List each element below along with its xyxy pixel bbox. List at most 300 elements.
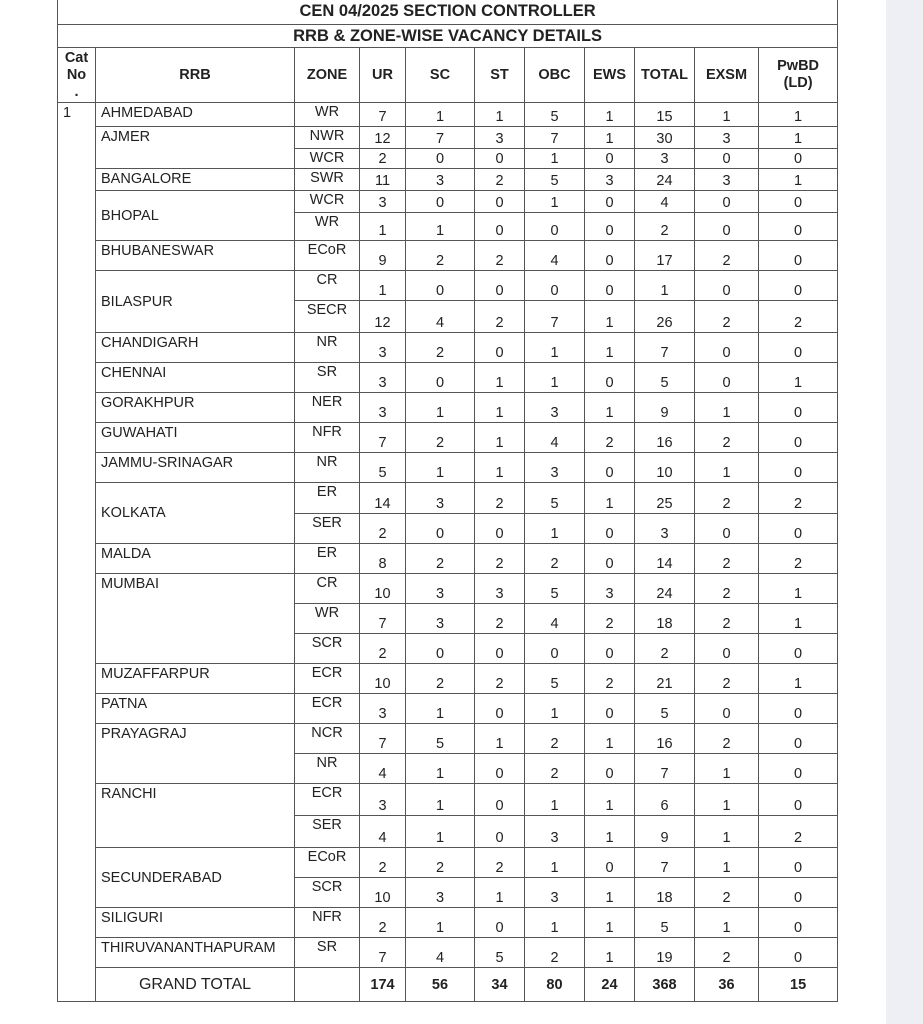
zone-cell: NFR	[295, 908, 360, 938]
total-cell: 4	[635, 191, 695, 213]
pwbd-cell: 1	[759, 363, 838, 393]
total-cell: 1	[635, 271, 695, 301]
pwbd-cell: 0	[759, 908, 838, 938]
obc-cell: 3	[525, 816, 585, 848]
st-cell: 3	[475, 574, 525, 604]
ur-cell: 7	[360, 724, 406, 754]
cat-cell-empty	[58, 968, 96, 1002]
table-row	[58, 127, 838, 149]
ews-cell: 1	[585, 908, 635, 938]
pwbd-cell: 2	[759, 301, 838, 333]
header-obc: OBC	[525, 48, 585, 103]
exsm-cell: 0	[695, 191, 759, 213]
st-cell: 0	[475, 784, 525, 816]
sc-cell: 1	[406, 754, 475, 784]
ur-cell: 14	[360, 483, 406, 514]
obc-cell: 5	[525, 169, 585, 191]
exsm-cell: 1	[695, 453, 759, 483]
zone-cell: ECR	[295, 694, 360, 724]
exsm-cell: 2	[695, 574, 759, 604]
total-cell: 17	[635, 241, 695, 271]
obc-cell: 3	[525, 393, 585, 423]
sc-cell: 2	[406, 664, 475, 694]
ur-cell: 11	[360, 169, 406, 191]
obc-cell: 2	[525, 754, 585, 784]
ur-cell: 7	[360, 938, 406, 968]
ews-cell: 0	[585, 453, 635, 483]
total-cell: 16	[635, 423, 695, 453]
st-cell: 0	[475, 634, 525, 664]
zone-cell: ECR	[295, 664, 360, 694]
exsm-cell: 1	[695, 393, 759, 423]
ews-cell: 1	[585, 816, 635, 848]
header-sc: SC	[406, 48, 475, 103]
st-cell: 0	[475, 694, 525, 724]
ur-cell: 12	[360, 127, 406, 149]
st-cell: 0	[475, 149, 525, 169]
zone-cell: SCR	[295, 634, 360, 664]
pwbd-cell: 1	[759, 574, 838, 604]
total-cell: 7	[635, 848, 695, 878]
total-cell: 9	[635, 393, 695, 423]
st-cell: 1	[475, 393, 525, 423]
total-cell: 19	[635, 938, 695, 968]
rrb-cell: THIRUVANANTHAPURAM	[96, 938, 295, 968]
st-cell: 1	[475, 453, 525, 483]
ews-cell: 1	[585, 938, 635, 968]
zone-cell: NCR	[295, 724, 360, 754]
st-cell: 2	[475, 483, 525, 514]
ur-cell: 10	[360, 878, 406, 908]
zone-cell: ER	[295, 483, 360, 514]
exsm-cell: 1	[695, 784, 759, 816]
obc-cell: 1	[525, 363, 585, 393]
obc-cell: 1	[525, 694, 585, 724]
st-cell: 1	[475, 878, 525, 908]
pwbd-cell: 0	[759, 848, 838, 878]
exsm-cell: 3	[695, 127, 759, 149]
total-cell: 10	[635, 453, 695, 483]
ews-cell: 1	[585, 393, 635, 423]
st-cell: 1	[475, 423, 525, 453]
sc-cell: 2	[406, 241, 475, 271]
total-cell: 5	[635, 908, 695, 938]
st-cell: 0	[475, 333, 525, 363]
pwbd-cell: 0	[759, 938, 838, 968]
ews-cell: 3	[585, 574, 635, 604]
sc-cell: 4	[406, 938, 475, 968]
zone-cell: ECR	[295, 784, 360, 816]
header-row	[58, 48, 838, 103]
table-row	[58, 103, 838, 127]
sc-cell: 1	[406, 694, 475, 724]
table-row	[58, 908, 838, 938]
total-cell: 24	[635, 169, 695, 191]
obc-cell: 1	[525, 514, 585, 544]
table-row	[58, 694, 838, 724]
rrb-cell: AHMEDABAD	[96, 103, 295, 127]
pwbd-cell: 2	[759, 544, 838, 574]
pwbd-cell: 2	[759, 483, 838, 514]
zone-cell: WCR	[295, 191, 360, 213]
zone-cell: NR	[295, 754, 360, 784]
zone-cell: ECoR	[295, 848, 360, 878]
st-cell: 2	[475, 241, 525, 271]
obc-cell: 1	[525, 333, 585, 363]
pwbd-cell: 0	[759, 754, 838, 784]
sc-cell: 3	[406, 169, 475, 191]
pwbd-cell: 0	[759, 213, 838, 241]
rrb-cell: CHANDIGARH	[96, 333, 295, 363]
ur-cell: 3	[360, 694, 406, 724]
table-row	[58, 271, 838, 301]
document-subtitle: RRB & ZONE-WISE VACANCY DETAILS	[58, 25, 838, 48]
grand-total-obc: 80	[525, 968, 585, 1002]
header-exsm: EXSM	[695, 48, 759, 103]
ur-cell: 10	[360, 574, 406, 604]
st-cell: 2	[475, 301, 525, 333]
table-row	[58, 784, 838, 816]
total-cell: 9	[635, 816, 695, 848]
zone-cell: ECoR	[295, 241, 360, 271]
exsm-cell: 0	[695, 634, 759, 664]
ur-cell: 2	[360, 908, 406, 938]
obc-cell: 2	[525, 544, 585, 574]
header-st: ST	[475, 48, 525, 103]
total-cell: 24	[635, 574, 695, 604]
total-cell: 18	[635, 878, 695, 908]
exsm-cell: 2	[695, 241, 759, 271]
ews-cell: 3	[585, 169, 635, 191]
table-row	[58, 423, 838, 453]
grand-total-exsm: 36	[695, 968, 759, 1002]
sc-cell: 1	[406, 908, 475, 938]
vacancy-table	[57, 0, 838, 1002]
zone-cell: SECR	[295, 301, 360, 333]
grand-total-sc: 56	[406, 968, 475, 1002]
ur-cell: 9	[360, 241, 406, 271]
ews-cell: 1	[585, 103, 635, 127]
st-cell: 1	[475, 103, 525, 127]
pwbd-cell: 0	[759, 784, 838, 816]
zone-cell: NER	[295, 393, 360, 423]
rrb-cell: MALDA	[96, 544, 295, 574]
zone-cell: SR	[295, 938, 360, 968]
zone-cell: WCR	[295, 149, 360, 169]
zone-cell: SWR	[295, 169, 360, 191]
ews-cell: 0	[585, 213, 635, 241]
side-panel	[886, 0, 923, 1024]
table-row	[58, 544, 838, 574]
table-row	[58, 664, 838, 694]
sc-cell: 1	[406, 453, 475, 483]
obc-cell: 1	[525, 191, 585, 213]
ur-cell: 4	[360, 816, 406, 848]
zone-cell: SR	[295, 363, 360, 393]
rrb-cell: MUMBAI	[96, 574, 295, 664]
header-ews: EWS	[585, 48, 635, 103]
total-cell: 2	[635, 213, 695, 241]
rrb-cell: RANCHI	[96, 784, 295, 848]
obc-cell: 7	[525, 301, 585, 333]
exsm-cell: 2	[695, 938, 759, 968]
st-cell: 2	[475, 544, 525, 574]
sc-cell: 1	[406, 784, 475, 816]
obc-cell: 5	[525, 483, 585, 514]
table-row	[58, 241, 838, 271]
total-cell: 7	[635, 754, 695, 784]
table-row	[58, 574, 838, 604]
pwbd-cell: 0	[759, 694, 838, 724]
grand-total-zone	[295, 968, 360, 1002]
st-cell: 5	[475, 938, 525, 968]
rrb-cell: SECUNDERABAD	[96, 848, 295, 908]
pwbd-cell: 0	[759, 724, 838, 754]
header-zone: ZONE	[295, 48, 360, 103]
exsm-cell: 2	[695, 664, 759, 694]
rrb-cell: GORAKHPUR	[96, 393, 295, 423]
ur-cell: 2	[360, 149, 406, 169]
obc-cell: 3	[525, 878, 585, 908]
rrb-cell: JAMMU-SRINAGAR	[96, 453, 295, 483]
header-rrb: RRB	[96, 48, 295, 103]
ews-cell: 0	[585, 694, 635, 724]
exsm-cell: 0	[695, 694, 759, 724]
sc-cell: 3	[406, 604, 475, 634]
ews-cell: 2	[585, 664, 635, 694]
ews-cell: 0	[585, 848, 635, 878]
exsm-cell: 2	[695, 544, 759, 574]
sc-cell: 3	[406, 574, 475, 604]
obc-cell: 1	[525, 149, 585, 169]
ews-cell: 0	[585, 754, 635, 784]
grand-total-label: GRAND TOTAL	[96, 968, 295, 1002]
exsm-cell: 2	[695, 423, 759, 453]
zone-cell: SER	[295, 816, 360, 848]
sc-cell: 5	[406, 724, 475, 754]
rrb-cell: GUWAHATI	[96, 423, 295, 453]
table-row	[58, 393, 838, 423]
sc-cell: 0	[406, 514, 475, 544]
st-cell: 1	[475, 363, 525, 393]
exsm-cell: 3	[695, 169, 759, 191]
ews-cell: 1	[585, 724, 635, 754]
sc-cell: 0	[406, 149, 475, 169]
ur-cell: 8	[360, 544, 406, 574]
header-total: TOTAL	[635, 48, 695, 103]
total-cell: 5	[635, 363, 695, 393]
rrb-cell: BHUBANESWAR	[96, 241, 295, 271]
exsm-cell: 2	[695, 301, 759, 333]
obc-cell: 5	[525, 664, 585, 694]
obc-cell: 4	[525, 604, 585, 634]
st-cell: 0	[475, 816, 525, 848]
ur-cell: 3	[360, 363, 406, 393]
st-cell: 1	[475, 724, 525, 754]
sc-cell: 7	[406, 127, 475, 149]
st-cell: 2	[475, 664, 525, 694]
exsm-cell: 2	[695, 483, 759, 514]
total-cell: 2	[635, 634, 695, 664]
zone-cell: NWR	[295, 127, 360, 149]
table-row	[58, 453, 838, 483]
rrb-cell: CHENNAI	[96, 363, 295, 393]
obc-cell: 0	[525, 271, 585, 301]
exsm-cell: 2	[695, 878, 759, 908]
table-row	[58, 483, 838, 514]
ews-cell: 2	[585, 423, 635, 453]
pwbd-cell: 0	[759, 191, 838, 213]
rrb-cell: AJMER	[96, 127, 295, 169]
obc-cell: 4	[525, 241, 585, 271]
total-cell: 21	[635, 664, 695, 694]
pwbd-cell: 0	[759, 271, 838, 301]
zone-cell: CR	[295, 574, 360, 604]
obc-cell: 2	[525, 938, 585, 968]
ur-cell: 10	[360, 664, 406, 694]
cat-no-cell: 1	[58, 103, 96, 968]
obc-cell: 5	[525, 103, 585, 127]
ur-cell: 7	[360, 604, 406, 634]
total-cell: 18	[635, 604, 695, 634]
table-row	[58, 333, 838, 363]
pwbd-cell: 0	[759, 333, 838, 363]
total-cell: 5	[635, 694, 695, 724]
ews-cell: 1	[585, 301, 635, 333]
ur-cell: 2	[360, 514, 406, 544]
total-cell: 30	[635, 127, 695, 149]
header-ur: UR	[360, 48, 406, 103]
sc-cell: 2	[406, 848, 475, 878]
sc-cell: 0	[406, 634, 475, 664]
st-cell: 0	[475, 908, 525, 938]
exsm-cell: 1	[695, 816, 759, 848]
obc-cell: 3	[525, 453, 585, 483]
ur-cell: 5	[360, 453, 406, 483]
ur-cell: 2	[360, 634, 406, 664]
rrb-cell: PATNA	[96, 694, 295, 724]
ur-cell: 3	[360, 333, 406, 363]
total-cell: 26	[635, 301, 695, 333]
zone-cell: WR	[295, 213, 360, 241]
obc-cell: 0	[525, 634, 585, 664]
zone-cell: WR	[295, 604, 360, 634]
st-cell: 0	[475, 191, 525, 213]
zone-cell: SER	[295, 514, 360, 544]
sc-cell: 0	[406, 363, 475, 393]
exsm-cell: 1	[695, 754, 759, 784]
sc-cell: 1	[406, 103, 475, 127]
total-cell: 14	[635, 544, 695, 574]
st-cell: 3	[475, 127, 525, 149]
ews-cell: 1	[585, 333, 635, 363]
st-cell: 2	[475, 848, 525, 878]
pwbd-cell: 0	[759, 634, 838, 664]
zone-cell: WR	[295, 103, 360, 127]
sc-cell: 1	[406, 816, 475, 848]
total-cell: 15	[635, 103, 695, 127]
ews-cell: 1	[585, 483, 635, 514]
ur-cell: 2	[360, 848, 406, 878]
ur-cell: 12	[360, 301, 406, 333]
pwbd-cell: 1	[759, 664, 838, 694]
zone-cell: NR	[295, 453, 360, 483]
ur-cell: 1	[360, 213, 406, 241]
table-row	[58, 938, 838, 968]
st-cell: 2	[475, 169, 525, 191]
table-row	[58, 191, 838, 213]
zone-cell: CR	[295, 271, 360, 301]
ews-cell: 0	[585, 544, 635, 574]
table-row	[58, 848, 838, 878]
exsm-cell: 0	[695, 271, 759, 301]
sc-cell: 2	[406, 544, 475, 574]
document-title: CEN 04/2025 SECTION CONTROLLER	[58, 0, 838, 25]
sc-cell: 2	[406, 423, 475, 453]
exsm-cell: 2	[695, 604, 759, 634]
grand-total-ews: 24	[585, 968, 635, 1002]
ews-cell: 0	[585, 191, 635, 213]
st-cell: 2	[475, 604, 525, 634]
ews-cell: 1	[585, 127, 635, 149]
total-cell: 3	[635, 149, 695, 169]
exsm-cell: 0	[695, 333, 759, 363]
pwbd-cell: 2	[759, 816, 838, 848]
ur-cell: 3	[360, 784, 406, 816]
rrb-cell: KOLKATA	[96, 483, 295, 544]
grand-total-ur: 174	[360, 968, 406, 1002]
pwbd-cell: 1	[759, 127, 838, 149]
table-row	[58, 363, 838, 393]
pwbd-cell: 1	[759, 103, 838, 127]
grand-total-pwbd: 15	[759, 968, 838, 1002]
ews-cell: 0	[585, 271, 635, 301]
grand-total-st: 34	[475, 968, 525, 1002]
ur-cell: 3	[360, 393, 406, 423]
obc-cell: 1	[525, 908, 585, 938]
st-cell: 0	[475, 213, 525, 241]
st-cell: 0	[475, 514, 525, 544]
obc-cell: 1	[525, 848, 585, 878]
pwbd-cell: 0	[759, 149, 838, 169]
sc-cell: 3	[406, 878, 475, 908]
sc-cell: 1	[406, 213, 475, 241]
exsm-cell: 2	[695, 724, 759, 754]
exsm-cell: 0	[695, 363, 759, 393]
total-cell: 16	[635, 724, 695, 754]
st-cell: 0	[475, 754, 525, 784]
zone-cell: ER	[295, 544, 360, 574]
obc-cell: 1	[525, 784, 585, 816]
pwbd-cell: 0	[759, 878, 838, 908]
ews-cell: 2	[585, 604, 635, 634]
table-row	[58, 724, 838, 754]
header-cat-no: Cat No .	[58, 48, 96, 103]
total-cell: 6	[635, 784, 695, 816]
rrb-cell: PRAYAGRAJ	[96, 724, 295, 784]
rrb-cell: BANGALORE	[96, 169, 295, 191]
zone-cell: NFR	[295, 423, 360, 453]
exsm-cell: 0	[695, 514, 759, 544]
pwbd-cell: 0	[759, 423, 838, 453]
grand-total-row	[58, 968, 838, 1002]
pwbd-cell: 0	[759, 393, 838, 423]
exsm-cell: 0	[695, 149, 759, 169]
exsm-cell: 1	[695, 908, 759, 938]
pwbd-cell: 0	[759, 241, 838, 271]
grand-total-total: 368	[635, 968, 695, 1002]
rrb-cell: MUZAFFARPUR	[96, 664, 295, 694]
